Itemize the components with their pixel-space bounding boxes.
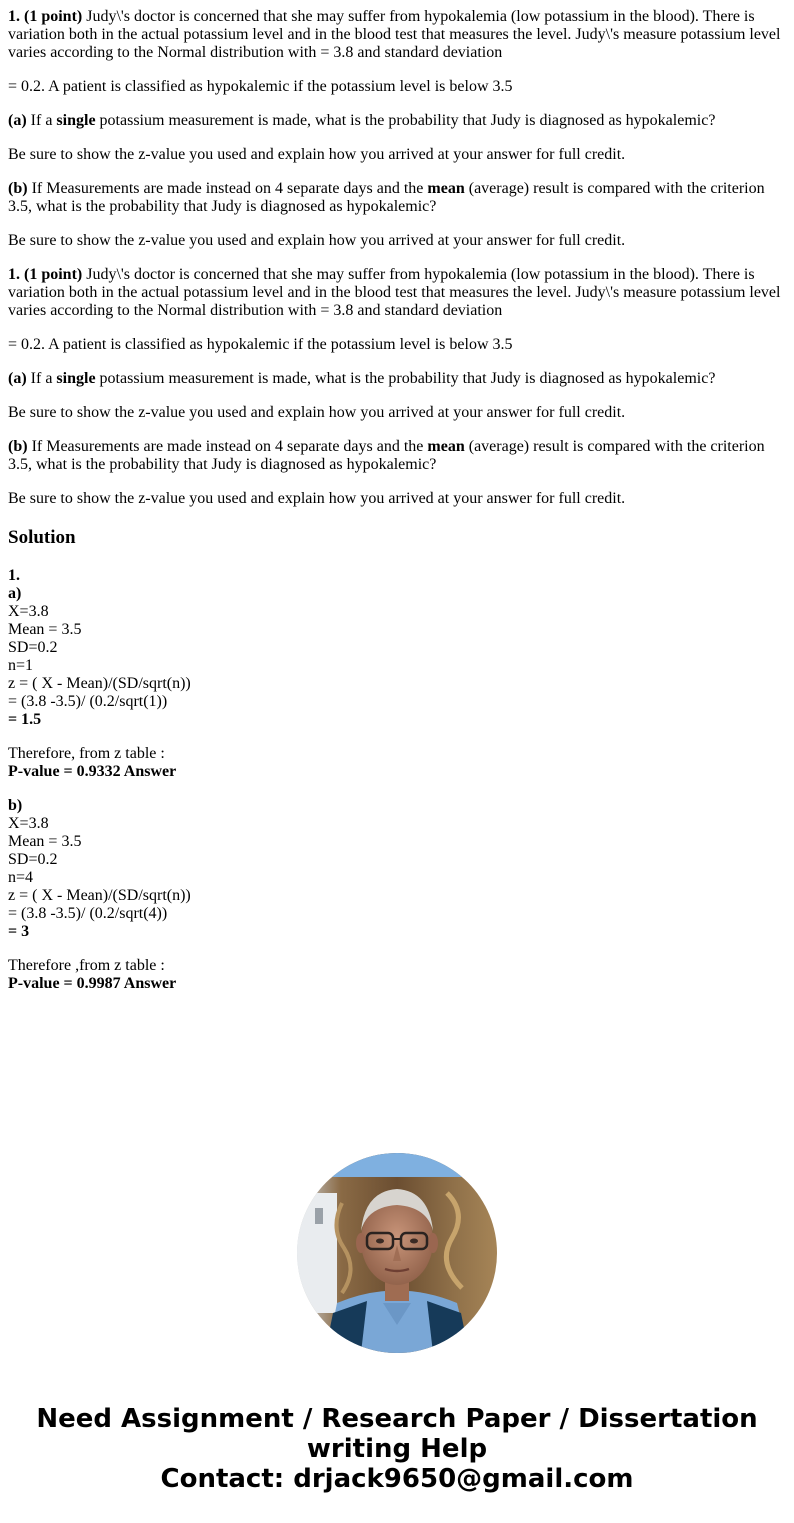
part-a-note: Be sure to show the z-value you used and explain how you arrived at your answer for full credit. (8, 404, 626, 421)
question-part-b (8, 180, 786, 216)
document-body (8, 8, 786, 1009)
author-avatar (297, 1153, 497, 1353)
part-b-label: (b) (8, 438, 28, 455)
part-b-label: (b) (8, 180, 28, 197)
question-sd-line: = 0.2. A patient is classified as hypokalemic if the potassium level is below 3.5 (8, 336, 513, 353)
solution-b-line: Mean = 3.5 (8, 833, 82, 850)
question-sd-line: = 0.2. A patient is classified as hypokalemic if the potassium level is below 3.5 (8, 78, 513, 95)
part-b-text-post: (average) result is compared with the criterion 3.5, what is the probability that Judy is diagnosed as hypokalemic? (8, 180, 765, 215)
solution-heading: Solution (8, 527, 76, 548)
part-b-note: Be sure to show the z-value you used and explain how you arrived at your answer for full credit. (8, 490, 626, 507)
solution-a-therefore: Therefore, from z table : (8, 745, 165, 762)
part-a-text-pre: If a (26, 370, 57, 387)
question-part-a (8, 112, 786, 130)
part-a-bold: single (56, 112, 96, 129)
question-intro (8, 8, 786, 62)
question-number: 1. (8, 266, 20, 283)
solution-a-line: SD=0.2 (8, 639, 58, 656)
solution-b-line: SD=0.2 (8, 851, 58, 868)
avatar-photo (297, 1153, 497, 1353)
part-b-bold: mean (427, 180, 465, 197)
question-part-b (8, 438, 786, 474)
question-part-a (8, 370, 786, 388)
solution-b-line: = (3.8 -3.5)/ (0.2/sqrt(4)) (8, 905, 168, 922)
part-b-note: Be sure to show the z-value you used and explain how you arrived at your answer for full credit. (8, 232, 626, 249)
part-a-text-post: potassium measurement is made, what is the probability that Judy is diagnosed as hypokalemic? (95, 112, 716, 129)
solution-a-answer: P-value = 0.9332 Answer (8, 763, 177, 780)
part-a-text-pre: If a (26, 112, 57, 129)
solution-a-line: Mean = 3.5 (8, 621, 82, 638)
solution-b-label: b) (8, 797, 23, 814)
solution-b-therefore: Therefore ,from z table : (8, 957, 165, 974)
footer-contact-line: Contact: drjack9650@gmail.com (160, 1464, 634, 1494)
solution-b-line: z = ( X - Mean)/(SD/sqrt(n)) (8, 887, 191, 904)
solution-body (8, 567, 786, 993)
solution-a-line: z = ( X - Mean)/(SD/sqrt(n)) (8, 675, 191, 692)
question-block (8, 266, 786, 508)
part-a-note: Be sure to show the z-value you used and explain how you arrived at your answer for full credit. (8, 146, 626, 163)
part-b-text-pre: If Measurements are made instead on 4 separate days and the (27, 438, 428, 455)
solution-b-line: n=4 (8, 869, 34, 886)
contact-footer (0, 1404, 794, 1494)
footer-line-1: Need Assignment / Research Paper / Dissertation (36, 1404, 758, 1434)
solution-a-line: n=1 (8, 657, 34, 674)
part-b-bold: mean (427, 438, 465, 455)
question-block (8, 8, 786, 250)
solution-a-conclusion (8, 745, 786, 781)
part-a-bold: single (56, 370, 96, 387)
solution-part-a (8, 567, 786, 729)
solution-a-label: a) (8, 585, 22, 602)
question-points: (1 point) (24, 266, 83, 283)
question-text: Judy\'s doctor is concerned that she may suffer from hypokalemia (low potassium in the blood). There is variation both in the actual potassium level and in the blood test that measures the level. Judy\'s measure potassium level varies according to the Normal distribution with = 3.8 and standard deviation (8, 266, 781, 319)
question-number: 1. (8, 8, 20, 25)
solution-b-line: X=3.8 (8, 815, 49, 832)
part-b-text-pre: If Measurements are made instead on 4 separate days and the (27, 180, 428, 197)
part-a-label: (a) (8, 112, 27, 129)
solution-part-b (8, 797, 786, 941)
part-b-text-post: (average) result is compared with the criterion 3.5, what is the probability that Judy is diagnosed as hypokalemic? (8, 438, 765, 473)
part-a-text-post: potassium measurement is made, what is the probability that Judy is diagnosed as hypokalemic? (95, 370, 716, 387)
solution-a-result: = 1.5 (8, 711, 42, 728)
solution-b-conclusion (8, 957, 786, 993)
solution-a-line: X=3.8 (8, 603, 49, 620)
question-text: Judy\'s doctor is concerned that she may suffer from hypokalemia (low potassium in the blood). There is variation both in the actual potassium level and in the blood test that measures the level. Judy\'s measure potassium level varies according to the Normal distribution with = 3.8 and standard deviation (8, 8, 781, 61)
question-intro (8, 266, 786, 320)
solution-a-line: = (3.8 -3.5)/ (0.2/sqrt(1)) (8, 693, 168, 710)
solution-number: 1. (8, 567, 20, 584)
part-a-label: (a) (8, 370, 27, 387)
footer-line-2: writing Help (306, 1434, 488, 1464)
solution-b-answer: P-value = 0.9987 Answer (8, 975, 177, 992)
solution-b-result: = 3 (8, 923, 30, 940)
question-points: (1 point) (24, 8, 83, 25)
